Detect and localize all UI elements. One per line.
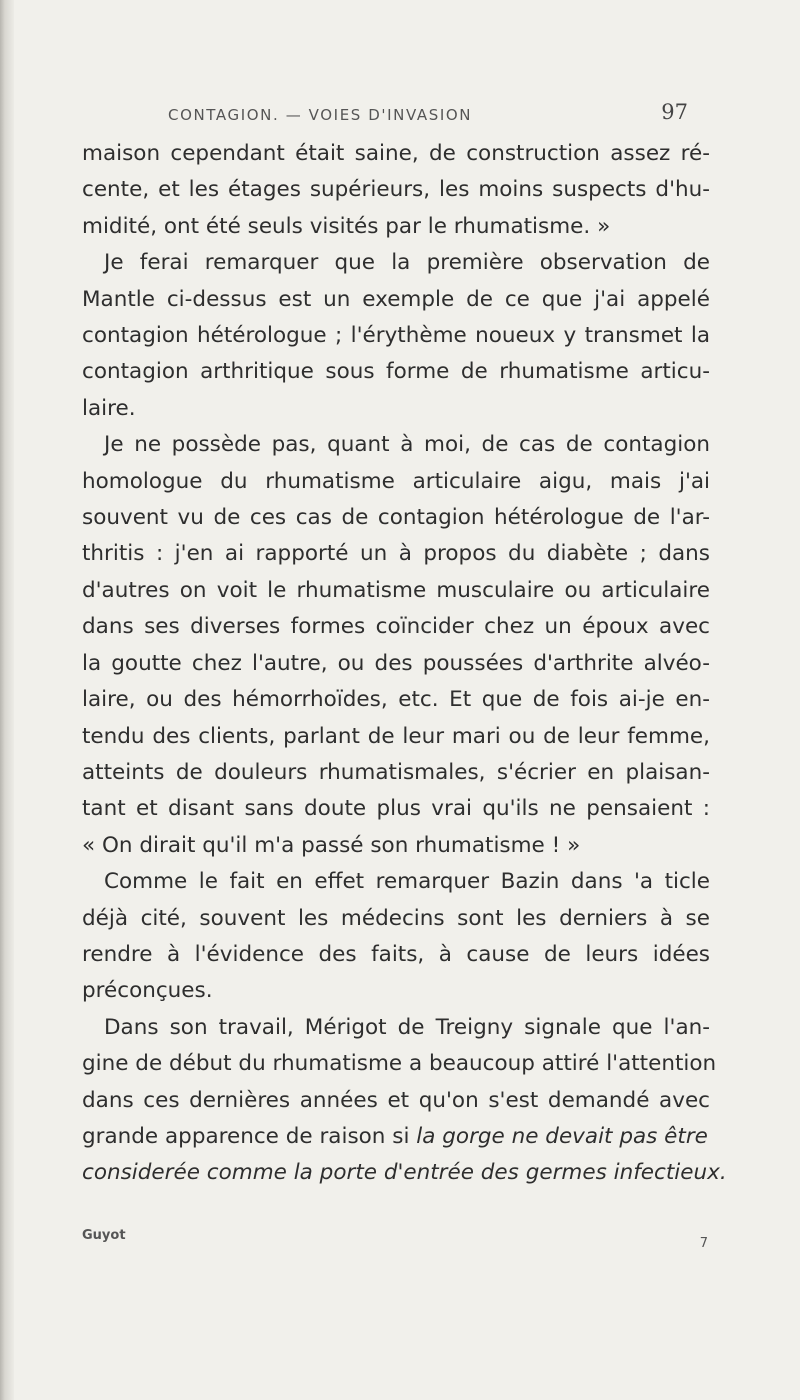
text-line: déjà cité, souvent les médecins sont les derniers à se [82, 905, 710, 931]
text-line: contagion arthritique sous forme de rhumatisme articu- [82, 359, 710, 385]
text-line: rendre à l'évidence des faits, à cause de leurs idées [82, 941, 710, 967]
text-line: souvent vu de ces cas de contagion hétérologue de l'ar- [82, 505, 710, 531]
text-line: la goutte chez l'autre, ou des poussées d'arthrite alvéo- [82, 650, 710, 676]
text-line: Je ne possède pas, quant à moi, de cas de contagion [104, 432, 710, 458]
text-line: Mantle ci-dessus est un exemple de ce que j'ai appelé [82, 286, 710, 312]
page-footer [82, 1228, 710, 1268]
text-line: laire. [82, 395, 136, 421]
text-line-italic: la gorge ne devait pas être [416, 1123, 708, 1149]
text-line: dans ses diverses formes coïncider chez un époux avec [82, 614, 710, 640]
text-line: dans ces dernières années et qu'on s'est demandé avec [82, 1087, 710, 1113]
running-title: CONTAGION. — VOIES D'INVASION [168, 106, 473, 124]
text-line: Dans son travail, Mérigot de Treigny signale que l'an- [104, 1014, 710, 1040]
page-number: 97 [661, 100, 688, 124]
text-line: homologue du rhumatisme articulaire aigu, mais j'ai [82, 468, 710, 494]
text-line: atteints de douleurs rhumatismales, s'écrier en plaisan- [82, 759, 710, 785]
signature-number: 7 [699, 1236, 708, 1251]
text-line: midité, ont été seuls visités par le rhumatisme. » [82, 213, 611, 239]
text-line: « On dirait qu'il m'a passé son rhumatisme ! » [82, 832, 581, 858]
text-line: laire, ou des hémorrhoïdes, etc. Et que de fois ai-je en- [82, 687, 710, 713]
text-line: préconçues. [82, 978, 213, 1004]
text-line-roman: grande apparence de raison si [82, 1123, 417, 1149]
text-line: tant et disant sans doute plus vrai qu'ils ne pensaient : [82, 796, 710, 822]
text-line: contagion hétérologue ; l'érythème noueux y transmet la [82, 323, 710, 349]
text-line: maison cependant était saine, de construction assez ré- [82, 141, 710, 166]
text-line: Comme le fait en effet remarquer Bazin dans 'a ticle [104, 869, 710, 895]
body-text [82, 136, 727, 1192]
text-line: tendu des clients, parlant de leur mari ou de leur femme, [82, 723, 710, 749]
page-header [168, 100, 688, 128]
page-gutter-shadow [0, 0, 14, 1400]
text-line: gine de début du rhumatisme a beaucoup attiré l'attention [82, 1051, 717, 1077]
text-line: thritis : j'en ai rapporté un à propos du diabète ; dans [82, 541, 710, 567]
text-line: considerée comme la porte d'entrée des germes infectieux. [82, 1160, 727, 1186]
text-line: cente, et les étages supérieurs, les moins suspects d'hu- [82, 177, 710, 203]
text-line [82, 1119, 710, 1155]
signature-mark: Guyot [82, 1228, 126, 1243]
text-line: d'autres on voit le rhumatisme musculaire ou articulaire [82, 577, 710, 603]
text-line: Je ferai remarquer que la première observation de [104, 250, 710, 276]
